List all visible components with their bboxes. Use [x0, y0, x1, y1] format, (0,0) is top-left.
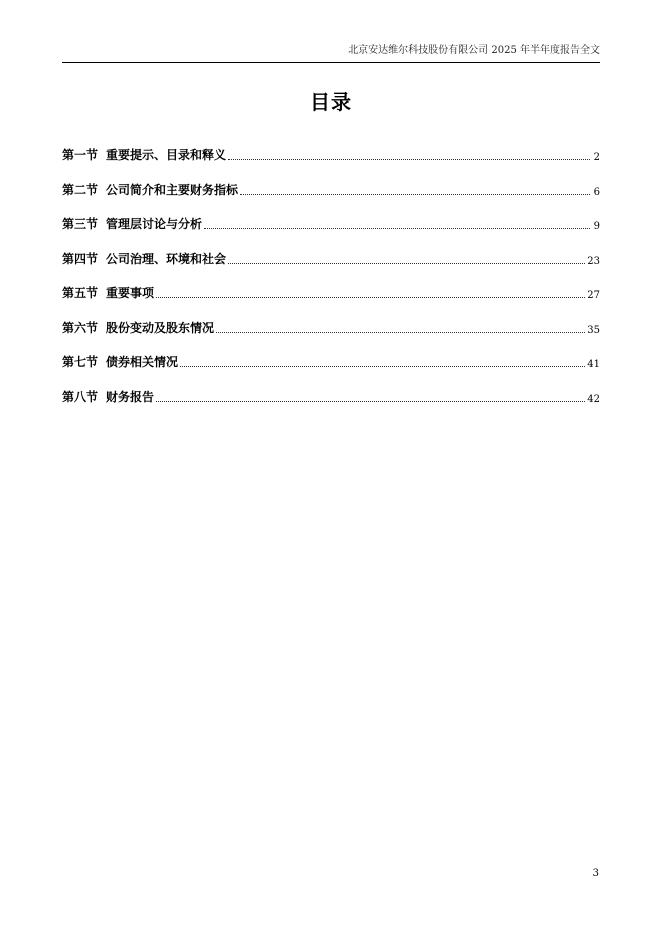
toc-page-number: 6 — [593, 186, 600, 198]
toc-section-title: 公司治理、环境和社会 — [106, 251, 227, 266]
toc-leader-dots — [228, 262, 585, 264]
toc-section-number: 第八节 — [62, 389, 99, 404]
toc-entry-7[interactable] — [62, 336, 600, 371]
toc-page-number: 35 — [587, 324, 600, 336]
toc-page-number: 2 — [593, 152, 600, 163]
toc-entry-6[interactable] — [62, 301, 600, 336]
toc-leader-dots — [228, 158, 590, 160]
toc-leader-dots — [240, 193, 590, 195]
toc-page-number: 42 — [587, 393, 600, 405]
toc-section-title: 重要提示、目录和释义 — [106, 148, 227, 162]
header-text: 北京安达维尔科技股份有限公司 2025 年半年度报告全文 — [348, 45, 600, 56]
toc-entry-1[interactable] — [62, 150, 600, 163]
toc-section-title: 财务报告 — [106, 389, 155, 404]
toc-section-number: 第六节 — [62, 320, 99, 335]
toc-entry-2[interactable] — [62, 163, 600, 198]
toc-page-number: 23 — [587, 255, 600, 267]
toc-leader-dots — [156, 296, 585, 298]
toc-leader-dots — [180, 365, 585, 367]
toc-section-number: 第四节 — [62, 251, 99, 266]
toc-entry-5[interactable] — [62, 267, 600, 302]
toc-page-number: 41 — [587, 359, 600, 370]
toc-section-title: 股份变动及股东情况 — [106, 320, 215, 335]
table-of-contents — [62, 150, 600, 405]
toc-section-number: 第三节 — [62, 217, 99, 231]
toc-section-number: 第五节 — [62, 286, 99, 300]
toc-page-number: 9 — [593, 221, 600, 232]
toc-entry-8[interactable] — [62, 370, 600, 405]
page-header — [62, 44, 600, 63]
toc-leader-dots — [156, 400, 585, 402]
toc-section-title: 债券相关情况 — [106, 355, 179, 369]
toc-leader-dots — [204, 227, 590, 229]
toc-section-number: 第二节 — [62, 182, 99, 197]
toc-section-title: 重要事项 — [106, 286, 155, 300]
toc-section-number: 第七节 — [62, 355, 99, 369]
page-title: 目录 — [310, 90, 352, 114]
toc-section-title: 管理层讨论与分析 — [106, 217, 203, 231]
toc-section-number: 第一节 — [62, 148, 99, 162]
footer-page-number: 3 — [592, 868, 599, 879]
toc-entry-3[interactable] — [62, 198, 600, 233]
toc-leader-dots — [216, 331, 585, 333]
toc-section-title: 公司简介和主要财务指标 — [106, 182, 239, 197]
toc-entry-4[interactable] — [62, 232, 600, 267]
toc-page-number: 27 — [587, 290, 600, 301]
